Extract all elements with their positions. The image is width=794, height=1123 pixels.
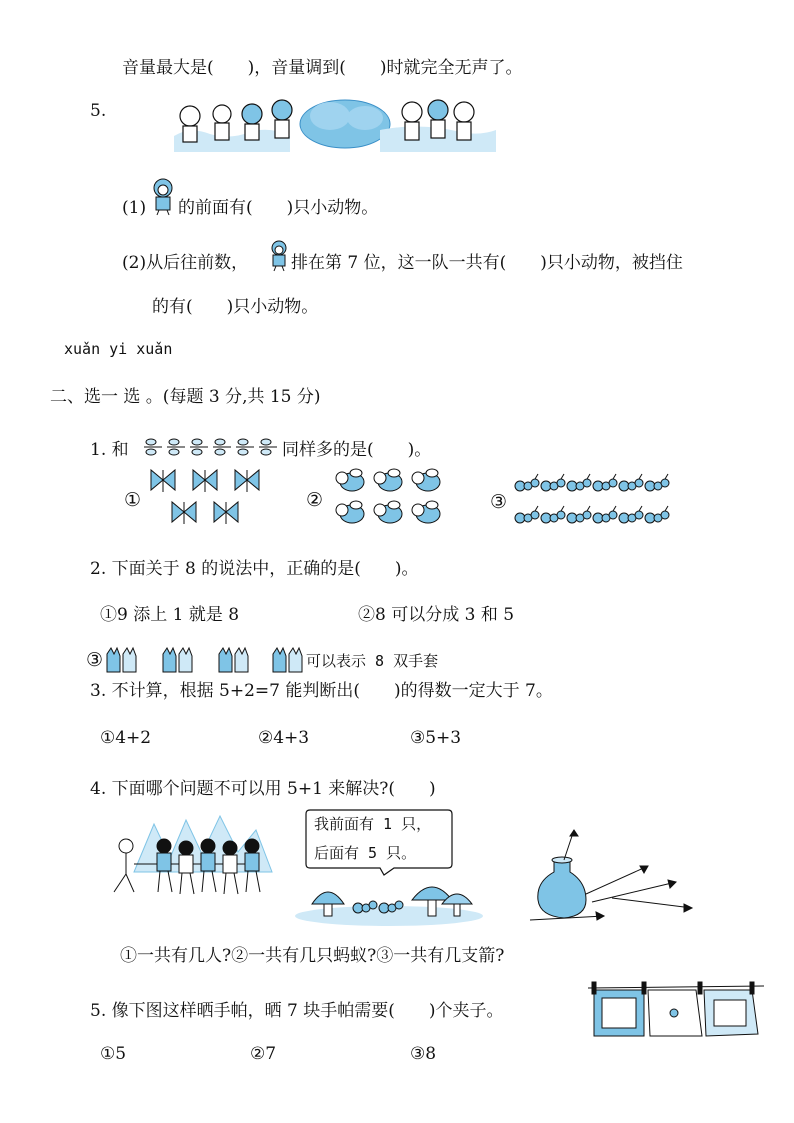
sub-question-2-lead: (2)从后往前数， bbox=[122, 253, 249, 273]
animal-queue-picture bbox=[170, 96, 500, 158]
q3-option-3: ③5+3 bbox=[410, 728, 462, 748]
dragonfly-row-icon bbox=[140, 436, 280, 458]
bees-picture bbox=[330, 466, 448, 528]
butterflies-picture bbox=[145, 466, 270, 528]
speech-bubble-line-1: 我前面有 1 只， bbox=[314, 815, 432, 833]
q1-option-3-number: ③ bbox=[490, 491, 508, 513]
question-5-number: 5. bbox=[90, 101, 107, 121]
volume-question-line: 音量最大是( )，音量调到( )时就完全无声了。 bbox=[122, 58, 523, 78]
handkerchiefs-picture bbox=[586, 980, 766, 1044]
q5-option-2: ②7 bbox=[250, 1044, 277, 1064]
sub-question-2-continued: 的有( )只小动物。 bbox=[152, 297, 319, 317]
q3-option-2: ②4+3 bbox=[258, 728, 310, 748]
q2-stem: 2. 下面关于 8 的说法中，正确的是( )。 bbox=[90, 559, 419, 579]
section-title: 二、选一 选 。(每题 3 分,共 15 分) bbox=[50, 387, 321, 407]
sub-question-1-text: 的前面有( )只小动物。 bbox=[178, 198, 379, 218]
speech-bubble-line-2: 后面有 5 只。 bbox=[314, 844, 417, 862]
ants-mushrooms-picture bbox=[292, 870, 486, 928]
q4-options: ①一共有几人?②一共有几只蚂蚁?③一共有几支箭? bbox=[120, 946, 505, 966]
q1-option-2-number: ② bbox=[306, 489, 324, 511]
q5-option-1: ①5 bbox=[100, 1044, 127, 1064]
monkey-icon bbox=[150, 178, 176, 216]
vase-arrows-picture bbox=[520, 826, 700, 924]
ants-picture bbox=[512, 468, 672, 530]
q3-option-1: ①4+2 bbox=[100, 728, 152, 748]
q2-option-1: ①9 添上 1 就是 8 bbox=[100, 605, 240, 625]
q1-option-1-number: ① bbox=[124, 489, 142, 511]
sub-question-2-text: 排在第 7 位，这一队一共有( )只小动物，被挡住 bbox=[291, 253, 683, 273]
q2-option-3-text: 可以表示 8 双手套 bbox=[306, 652, 439, 670]
q3-stem: 3. 不计算，根据 5+2=7 能判断出( )的得数一定大于 7。 bbox=[90, 681, 553, 701]
q1-stem-text: 同样多的是( )。 bbox=[282, 440, 432, 460]
speech-bubble bbox=[304, 808, 454, 876]
q5-stem: 5. 像下图这样晒手帕，晒 7 块手帕需要( )个夹子。 bbox=[90, 1001, 504, 1021]
section-pinyin: xuǎn yi xuǎn bbox=[64, 340, 173, 358]
q2-option-2: ②8 可以分成 3 和 5 bbox=[358, 605, 515, 625]
q5-option-3: ③8 bbox=[410, 1044, 437, 1064]
sub-question-1-number: (1) bbox=[122, 198, 147, 218]
monkey-icon bbox=[268, 240, 290, 272]
q1-stem-lead: 1. 和 bbox=[90, 440, 129, 460]
children-tug-picture bbox=[104, 812, 274, 904]
gloves-picture bbox=[104, 644, 306, 674]
q4-stem: 4. 下面哪个问题不可以用 5+1 来解决?( ) bbox=[90, 779, 436, 799]
q2-option-3-number: ③ bbox=[86, 649, 104, 671]
